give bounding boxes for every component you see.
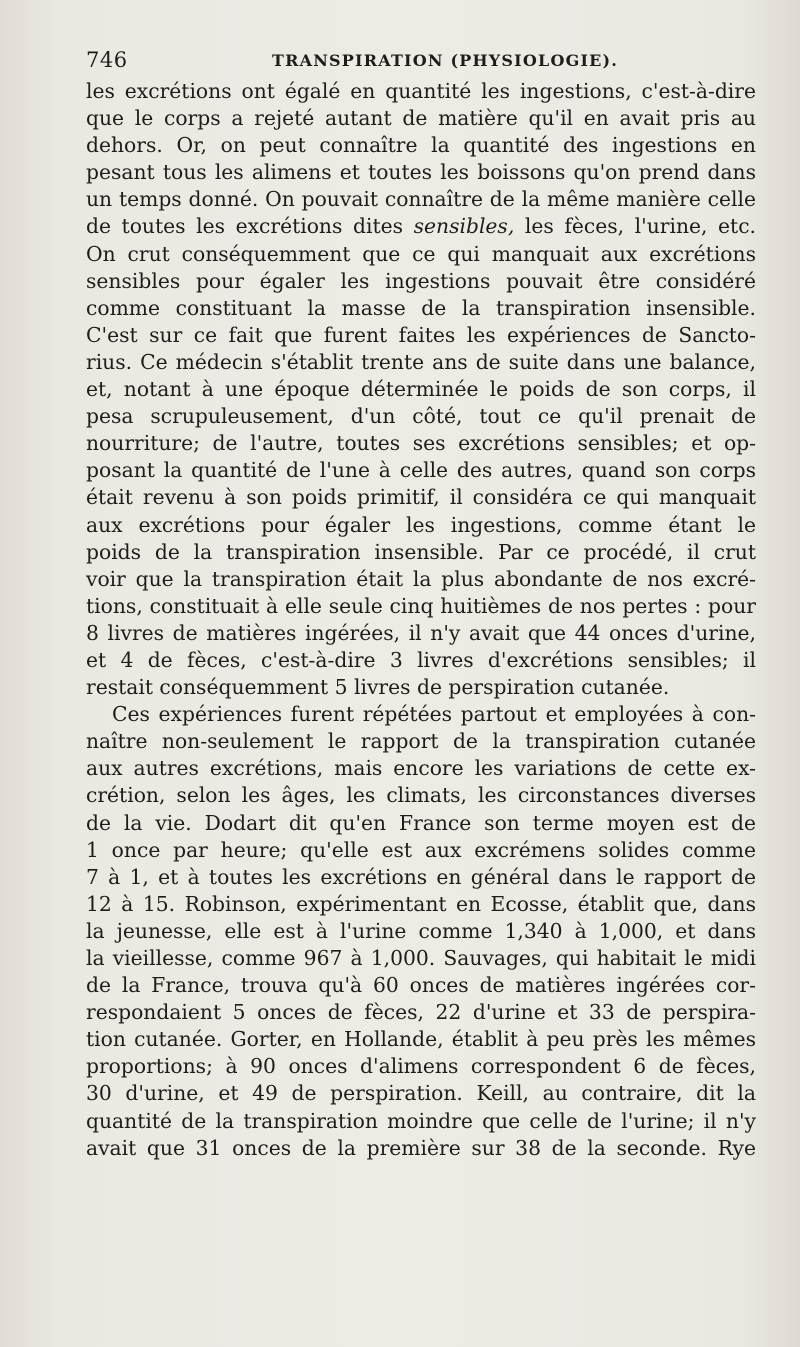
text-line: tions, constituait à elle seule cinq huitièmes de nos pertes : pour <box>86 593 756 618</box>
text-line: pesa scrupuleusement, d'un côté, tout ce qu'il prenait de <box>86 404 756 429</box>
text-line: un temps donné. On pouvait connaître de la même manière celle <box>86 187 756 212</box>
text-line: naître non-seulement le rapport de la transpiration cutanée <box>86 729 756 754</box>
text-line: 7 à 1, et à toutes les excrétions en général dans le rapport de <box>86 864 756 889</box>
text-line: dehors. Or, on peut connaître la quantité des ingestions en <box>86 133 756 158</box>
text-line: que le corps a rejeté autant de matière qu'il en avait pris au <box>86 106 756 131</box>
text-line: C'est sur ce fait que furent faites les expériences de Sancto- <box>86 322 756 347</box>
text-line: et, notant à une époque déterminée le poids de son corps, il <box>86 377 756 402</box>
text-line: posant la quantité de l'une à celle des autres, quand son corps <box>86 458 756 483</box>
text-line: les excrétions ont égalé en quantité les ingestions, c'est-à-dire <box>86 79 756 103</box>
text-line: respondaient 5 onces de fèces, 22 d'urine et 33 de perspira- <box>86 1000 756 1025</box>
text-line: quantité de la transpiration moindre que celle de l'urine; il n'y <box>86 1108 756 1133</box>
text-line: crétion, selon les âges, les climats, les circonstances diverses <box>86 783 756 808</box>
text-line: était revenu à son poids primitif, il considéra ce qui manquait <box>86 485 756 510</box>
text-line: aux autres excrétions, mais encore les variations de cette ex- <box>86 756 756 781</box>
text-line: Ces expériences furent répétées partout et employées à con- <box>112 702 756 727</box>
text-line: pesant tous les alimens et toutes les boissons qu'on prend dans <box>86 160 756 185</box>
text-line: de la France, trouva qu'à 60 onces de matières ingérées cor- <box>86 973 756 998</box>
text-line: de toutes les excrétions dites sensibles, les fèces, l'urine, etc. <box>86 214 756 239</box>
text-line: 8 livres de matières ingérées, il n'y avait que 44 onces d'urine, <box>86 620 756 645</box>
text-line: poids de la transpiration insensible. Par ce procédé, il crut <box>86 539 756 564</box>
text-line: restait conséquemment 5 livres de perspiration cutanée. <box>86 675 670 700</box>
text-line: rius. Ce médecin s'établit trente ans de suite dans une balance, <box>86 349 756 374</box>
text-line: 30 d'urine, et 49 de perspiration. Keill, au contraire, dit la <box>86 1081 756 1106</box>
page-number: 746 <box>86 48 128 72</box>
text-line: avait que 31 onces de la première sur 38 de la seconde. Rye <box>86 1135 756 1160</box>
text-line: et 4 de fèces, c'est-à-dire 3 livres d'excrétions sensibles; il <box>86 647 756 672</box>
text-line: la vieillesse, comme 967 à 1,000. Sauvages, qui habitait le midi <box>86 946 756 970</box>
text-line: sensibles pour égaler les ingestions pouvait être considéré <box>86 268 756 293</box>
text-line: la jeunesse, elle est à l'urine comme 1,340 à 1,000, et dans <box>86 918 756 943</box>
running-head: TRANSPIRATION (PHYSIOLOGIE). <box>272 51 619 70</box>
body-text <box>86 78 756 1162</box>
text-line: On crut conséquemment que ce qui manquait aux excrétions <box>86 241 756 266</box>
text-line: 12 à 15. Robinson, expérimentant en Ecosse, établit que, dans <box>86 891 756 916</box>
text-line: voir que la transpiration était la plus abondante de nos excré- <box>86 566 756 591</box>
text-line: 1 once par heure; qu'elle est aux excrémens solides comme <box>86 837 756 862</box>
text-line: proportions; à 90 onces d'alimens correspondent 6 de fèces, <box>86 1054 756 1079</box>
text-line: nourriture; de l'autre, toutes ses excrétions sensibles; et op- <box>86 431 756 456</box>
text-line: tion cutanée. Gorter, en Hollande, établit à peu près les mêmes <box>86 1027 756 1052</box>
text-line: de la vie. Dodart dit qu'en France son terme moyen est de <box>86 810 756 835</box>
text-line: comme constituant la masse de la transpiration insensible. <box>86 295 756 320</box>
text-line: aux excrétions pour égaler les ingestions, comme étant le <box>86 512 756 537</box>
page-header <box>86 48 756 78</box>
